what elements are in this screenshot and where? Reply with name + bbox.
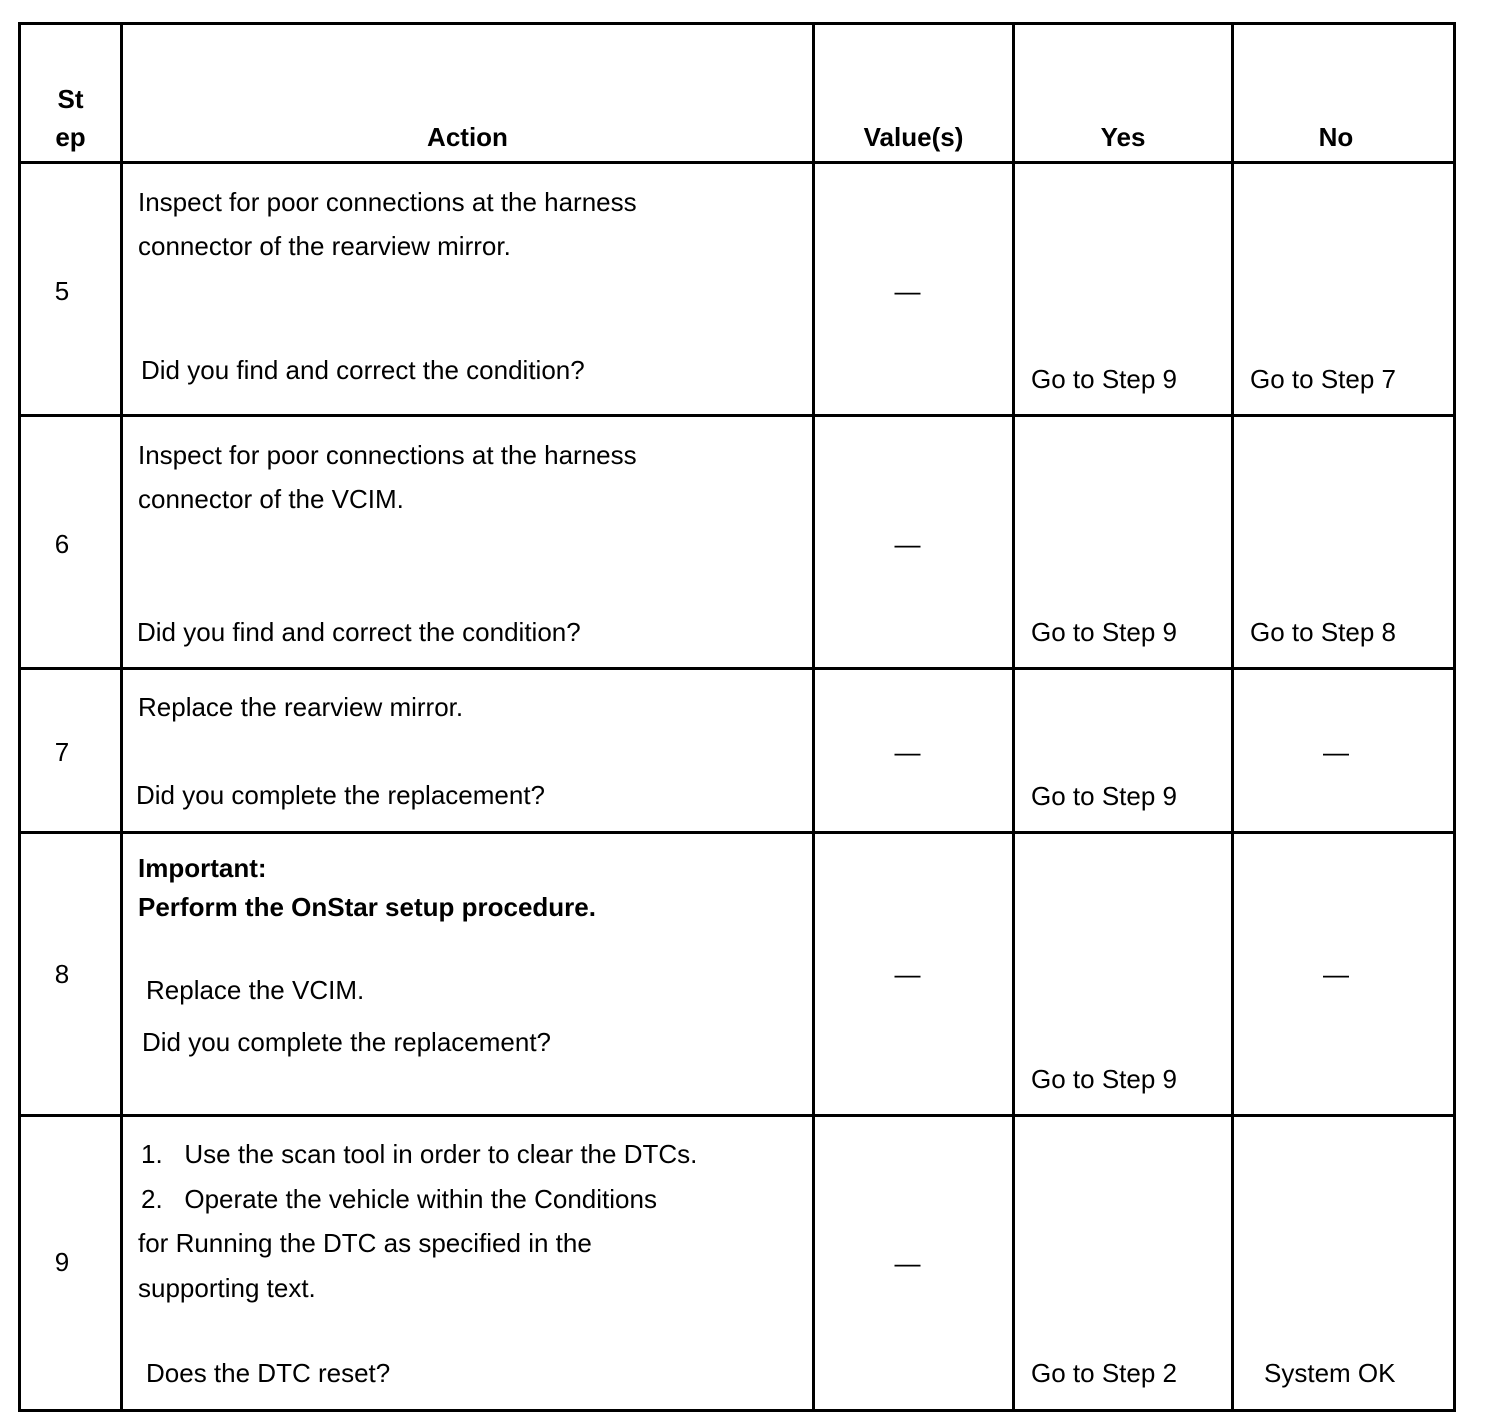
action-text: supporting text. xyxy=(138,1273,316,1303)
action-question: Did you complete the replacement? xyxy=(136,780,546,810)
value-cell: — xyxy=(894,959,921,989)
column-divider xyxy=(120,22,123,1412)
column-divider xyxy=(1012,22,1015,1412)
column-divider xyxy=(1231,22,1234,1412)
row-divider xyxy=(18,667,1456,670)
header-action: Action xyxy=(427,122,508,152)
header-step-line1: St xyxy=(57,84,84,114)
no-cell: Go to Step 7 xyxy=(1250,364,1396,394)
action-question: Did you complete the replacement? xyxy=(142,1027,552,1057)
action-text: connector of the VCIM. xyxy=(138,484,404,514)
row-divider xyxy=(18,161,1456,164)
step-number: 6 xyxy=(54,529,70,559)
action-text: Replace the VCIM. xyxy=(146,975,365,1005)
value-cell: — xyxy=(894,1248,921,1278)
step-number: 5 xyxy=(54,276,70,306)
action-text: 2. Operate the vehicle within the Conditions xyxy=(141,1184,657,1214)
no-cell: Go to Step 8 xyxy=(1250,617,1396,647)
step-number: 9 xyxy=(54,1247,70,1277)
step-number: 7 xyxy=(54,737,70,767)
yes-cell: Go to Step 9 xyxy=(1031,617,1177,647)
action-text: 1. Use the scan tool in order to clear the DTCs. xyxy=(141,1139,698,1169)
row-divider xyxy=(18,414,1456,417)
important-label: Important: xyxy=(138,853,267,883)
action-question: Did you find and correct the condition? xyxy=(141,355,585,385)
column-divider xyxy=(812,22,815,1412)
no-cell: System OK xyxy=(1264,1358,1396,1388)
yes-cell: Go to Step 9 xyxy=(1031,1064,1177,1094)
action-text: Inspect for poor connections at the harness xyxy=(138,187,637,217)
yes-cell: Go to Step 9 xyxy=(1031,781,1177,811)
header-values: Value(s) xyxy=(863,122,964,152)
action-text: Inspect for poor connections at the harness xyxy=(138,440,637,470)
no-cell: — xyxy=(1323,959,1349,989)
yes-cell: Go to Step 9 xyxy=(1031,364,1177,394)
value-cell: — xyxy=(894,529,921,559)
yes-cell: Go to Step 2 xyxy=(1031,1358,1177,1388)
row-divider xyxy=(18,831,1456,834)
row-divider xyxy=(18,1114,1456,1117)
step-number: 8 xyxy=(54,959,70,989)
action-text: for Running the DTC as specified in the xyxy=(138,1228,592,1258)
value-cell: — xyxy=(894,276,921,306)
header-yes: Yes xyxy=(1100,122,1146,152)
header-step-line2: ep xyxy=(55,122,86,152)
no-cell: — xyxy=(1323,737,1349,767)
header-no: No xyxy=(1318,122,1354,152)
action-question: Does the DTC reset? xyxy=(146,1358,391,1388)
important-text: Perform the OnStar setup procedure. xyxy=(138,892,596,922)
action-question: Did you find and correct the condition? xyxy=(137,617,581,647)
action-text: Replace the rearview mirror. xyxy=(138,692,464,722)
action-text: connector of the rearview mirror. xyxy=(138,231,511,261)
value-cell: — xyxy=(894,737,921,767)
